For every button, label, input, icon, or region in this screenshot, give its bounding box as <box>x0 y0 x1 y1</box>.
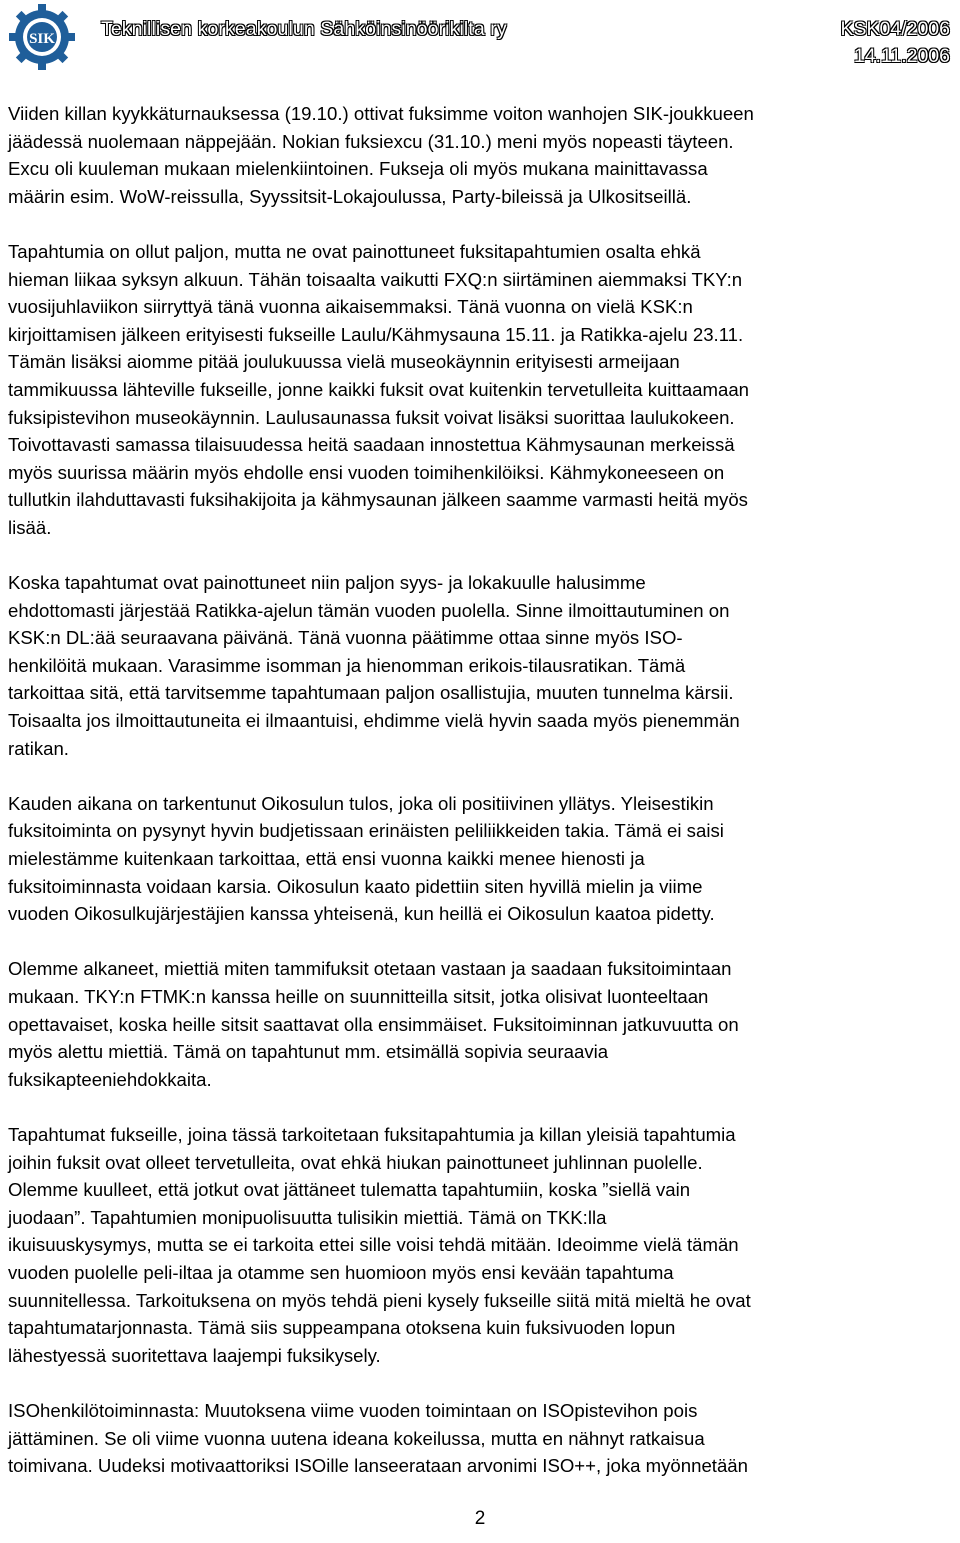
document-body <box>8 100 958 1507</box>
text-line: juodaan”. Tapahtumien monipuolisuutta tulisikin miettiä. Tämä on TKK:lla <box>8 1206 607 1228</box>
text-line: toimivana. Uudeksi motivaattoriksi ISOille lanseerataan arvonimi ISO++, joka myönnetään <box>8 1455 748 1477</box>
text-line: fuksipistevihon museokäynnin. Laulusaunassa fuksit voivat lisäksi suorittaa laulukokeen. <box>8 406 735 428</box>
text-line: opettavaiset, koska heille sitsit saattavat olla ensimmäiset. Fuksitoiminnan jatkuvuutta on <box>8 1013 739 1035</box>
text-line: fuksitoiminta on pysynyt hyvin budjetissaan erinäisten peliliikkeiden takia. Tämä ei saisi <box>8 820 724 842</box>
text-line: joihin fuksit ovat olleet tervetulleita, ovat ehkä hiukan painottuneet juhlinnan puolelle. <box>8 1151 703 1173</box>
page-header <box>0 0 960 72</box>
text-line: vuosijuhlaviikon siirryttyä tänä vuonna aikaisemmaksi. Tänä vuonna on vielä KSK:n <box>8 296 693 318</box>
text-line: Toivottavasti samassa tilaisuudessa heitä saadaan innostettua Kähmysaunan merkeissä <box>8 434 735 456</box>
text-line: lisää. <box>8 516 52 538</box>
text-line: Tapahtumia on ollut paljon, mutta ne ovat painottuneet fuksitapahtumien osalta ehkä <box>8 240 701 262</box>
page-number: 2 <box>474 1508 486 1529</box>
text-line: ikuisuuskysymys, mutta se ei tarkoita ettei sille voisi tehdä mitään. Ideoimme vielä tämän <box>8 1234 739 1256</box>
text-line: kirjoittamisen jälkeen erityisesti fukseille Laulu/Kähmysauna 15.11. ja Ratikka-ajelu 23.11. <box>8 323 744 345</box>
text-line: lähestyessä suoritettava laajempi fuksikysely. <box>8 1344 381 1366</box>
text-line: Excu oli kuuleman mukaan mielenkiintoinen. Fukseja oli myös mukana mainittavassa <box>8 158 708 180</box>
paragraph <box>8 100 958 210</box>
paragraph <box>8 1121 958 1369</box>
text-line: fuksitoiminnasta voidaan karsia. Oikosulun kaato pidettiin siten hyvillä mielin ja viime <box>8 875 703 897</box>
text-line: Olemme kuulleet, että jotkut ovat jättäneet tulematta tapahtumiin, koska ”siellä vain <box>8 1179 691 1201</box>
paragraph <box>8 569 958 762</box>
organization-name: Teknillisen korkeakoulun Sähköinsinöörikilta ry <box>101 18 507 40</box>
text-line: mukaan. TKY:n FTMK:n kanssa heille on suunnitteilla sitsit, jotka olisivat luonteeltaan <box>8 986 709 1007</box>
text-line: ISOhenkilötoiminnasta: Muutoksena viime vuoden toimintaan on ISOpistevihon pois <box>8 1399 698 1421</box>
text-line: tammikuussa lähteville fukseille, jonne kaikki fuksit ovat kuitenkin tervetulleita kuittaamaan <box>8 378 750 400</box>
text-line: ratikan. <box>8 737 69 759</box>
text-line: henkilöitä mukaan. Varasimme isomman ja hienomman erikois-tilausratikan. Tämä <box>8 654 686 676</box>
text-line: Toisaalta jos ilmoittautuneita ei ilmaantuisi, ehdimme vielä hyvin saada myös pienemmän <box>8 710 740 732</box>
text-line: hieman liikaa syksyn alkuun. Tähän toisaalta vaikutti FXQ:n siirtäminen aiemmaksi TKY:n <box>8 268 743 290</box>
paragraph <box>8 1397 958 1480</box>
text-line: Kauden aikana on tarkentunut Oikosulun tulos, joka oli positiivinen yllätys. Yleisestikin <box>8 792 714 814</box>
text-line: KSK:n DL:ää seuraavana päivänä. Tänä vuonna päätimme ottaa sinne myös ISO- <box>8 627 683 649</box>
text-line: tullutkin ilahduttavasti fuksihakijoita ja kähmysaunan jälkeen saamme varmasti heitä myös <box>8 489 748 511</box>
text-line: Viiden killan kyykkäturnauksessa (19.10.) ottivat fuksimme voiton wanhojen SIK-joukkueen <box>8 103 754 124</box>
text-line: vuoden Oikosulkujärjestäjien kanssa yhteisenä, kun heillä ei Oikosulun kaatoa pidetty. <box>8 903 715 925</box>
text-line: suunnitellessa. Tarkoituksena on myös tehdä pieni kysely fukseille siitä mitä mieltä he ovat <box>8 1289 751 1311</box>
text-line: vuoden puolelle peli-iltaa ja otamme sen huomioon myös ensi kevään tapahtuma <box>8 1261 674 1283</box>
document-code: KSK04/2006 <box>840 18 950 40</box>
text-line: mielestämme kuitenkaan tarkoittaa, että ensi vuonna kaikki menee hienosti ja <box>8 848 645 870</box>
text-line: tarkoittaa sitä, että tarvitsemme tapahtumaan paljon osallistujia, muuten tunnelma kärsii. <box>8 682 734 704</box>
text-line: tapahtumatarjonnasta. Tämä siis suppeampana otoksena kuin fuksivuoden lopun <box>8 1317 676 1339</box>
text-line: myös alettu miettiä. Tämä on tapahtunut mm. etsimällä sopivia seuraavia <box>8 1041 609 1063</box>
text-line: jättäminen. Se oli viime vuonna uutena ideana kokeilussa, mutta en nähnyt ratkaisua <box>8 1427 705 1449</box>
text-line: fuksikapteeniehdokkaita. <box>8 1068 212 1090</box>
paragraph <box>8 790 958 928</box>
document-date: 14.11.2006 <box>853 45 950 67</box>
text-line: Koska tapahtumat ovat painottuneet niin paljon syys- ja lokakuulle halusimme <box>8 572 646 594</box>
paragraph <box>8 955 958 1093</box>
text-line: määrin esim. WoW-reissulla, Syyssitsit-Lokajoulussa, Party-bileissä ja Ulkositseillä. <box>8 185 692 207</box>
text-line: ehdottomasti järjestää Ratikka-ajelun tämän vuoden puolella. Sinne ilmoittautuminen on <box>8 599 730 621</box>
text-line: Tämän lisäksi aiomme pitää joulukuussa vielä museokäynnin erityisesti armeijaan <box>8 351 680 373</box>
text-line: jäädessä nuolemaan näppejään. Nokian fuksiexcu (31.10.) meni myös nopeasti täyteen. <box>8 130 734 152</box>
guild-gear-logo <box>6 4 78 70</box>
paragraph <box>8 238 958 542</box>
text-line: Tapahtumat fukseille, joina tässä tarkoitetaan fuksitapahtumia ja killan yleisiä tapahtumia <box>8 1123 736 1145</box>
text-line: Olemme alkaneet, miettiä miten tammifuksit otetaan vastaan ja saadaan fuksitoimintaan <box>8 958 732 980</box>
text-line: myös suurissa määrin myös ehdolle ensi vuoden toimihenkilöiksi. Kähmykoneeseen on <box>8 461 725 483</box>
logo-letters: SIK <box>29 31 55 47</box>
